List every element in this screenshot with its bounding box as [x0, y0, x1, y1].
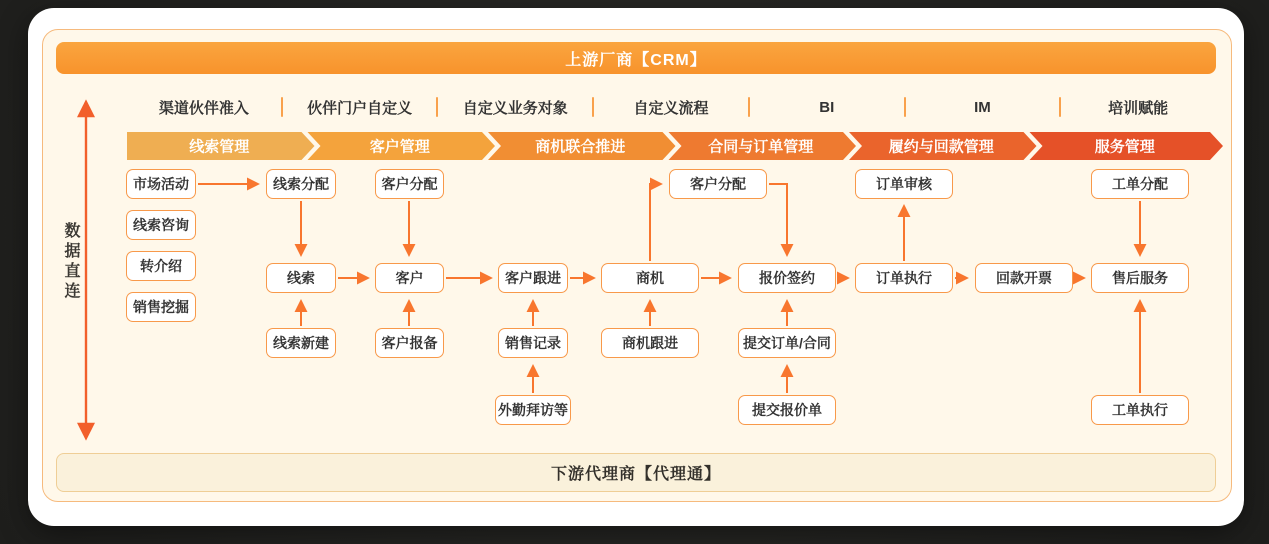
stage-label-5: 服务管理	[1094, 138, 1155, 156]
flow-node-customer-report: 客户报备	[375, 328, 444, 358]
flow-node-customer-assign-2: 客户分配	[669, 169, 767, 199]
capability-item-2: 自定义业务对象	[462, 99, 568, 117]
bottom-banner-label: 下游代理商【代理通】	[550, 466, 721, 483]
stage-label-3: 合同与订单管理	[708, 138, 814, 156]
flow-node-field-visit: 外勤拜访等	[495, 395, 571, 425]
bottom-banner	[56, 453, 1216, 492]
flow-node-work-order-execute: 工单执行	[1091, 395, 1189, 425]
stage-label-2: 商机联合推进	[535, 138, 626, 156]
stage-label-4: 履约与回款管理	[888, 138, 994, 156]
flow-node-submit-order-contract: 提交订单/合同	[738, 328, 836, 358]
stage-chevron-bar	[127, 132, 1223, 160]
flow-node-customer-followup: 客户跟进	[498, 263, 568, 293]
flow-node-market-activity: 市场活动	[126, 169, 196, 199]
flow-node-referral: 转介绍	[126, 251, 196, 281]
capability-item-5: IM	[974, 98, 991, 116]
flow-node-lead-create: 线索新建	[266, 328, 336, 358]
capability-item-0: 渠道伙伴准入	[158, 99, 249, 117]
data-direct-link-label: 数据直连	[62, 222, 79, 302]
flow-node-lead: 线索	[266, 263, 336, 293]
stage-label-1: 客户管理	[369, 138, 430, 156]
flow-node-customer: 客户	[375, 263, 444, 293]
capability-item-6: 培训赋能	[1108, 99, 1169, 117]
stage-label-0: 线索管理	[189, 138, 250, 156]
flow-node-sales-record: 销售记录	[498, 328, 568, 358]
capability-menu	[127, 94, 1215, 120]
flow-node-quote-sign: 报价签约	[738, 263, 836, 293]
top-banner	[56, 42, 1216, 74]
flow-node-opportunity-followup: 商机跟进	[601, 328, 699, 358]
flow-node-after-sales: 售后服务	[1091, 263, 1189, 293]
flow-node-order-execute: 订单执行	[855, 263, 953, 293]
flow-node-sales-mining: 销售挖掘	[126, 292, 196, 322]
flow-node-customer-assign-1: 客户分配	[375, 169, 444, 199]
capability-item-4: BI	[819, 98, 835, 116]
flow-node-lead-assign: 线索分配	[266, 169, 336, 199]
flow-node-payment-invoice: 回款开票	[975, 263, 1073, 293]
flow-node-order-review: 订单审核	[855, 169, 953, 199]
top-banner-label: 上游厂商【CRM】	[565, 51, 707, 69]
capability-item-3: 自定义流程	[633, 99, 709, 117]
flow-node-work-order-assign: 工单分配	[1091, 169, 1189, 199]
capability-item-1: 伙伴门户自定义	[307, 99, 413, 117]
flow-node-lead-consult: 线索咨询	[126, 210, 196, 240]
flow-node-submit-quote: 提交报价单	[738, 395, 836, 425]
flow-node-opportunity: 商机	[601, 263, 699, 293]
